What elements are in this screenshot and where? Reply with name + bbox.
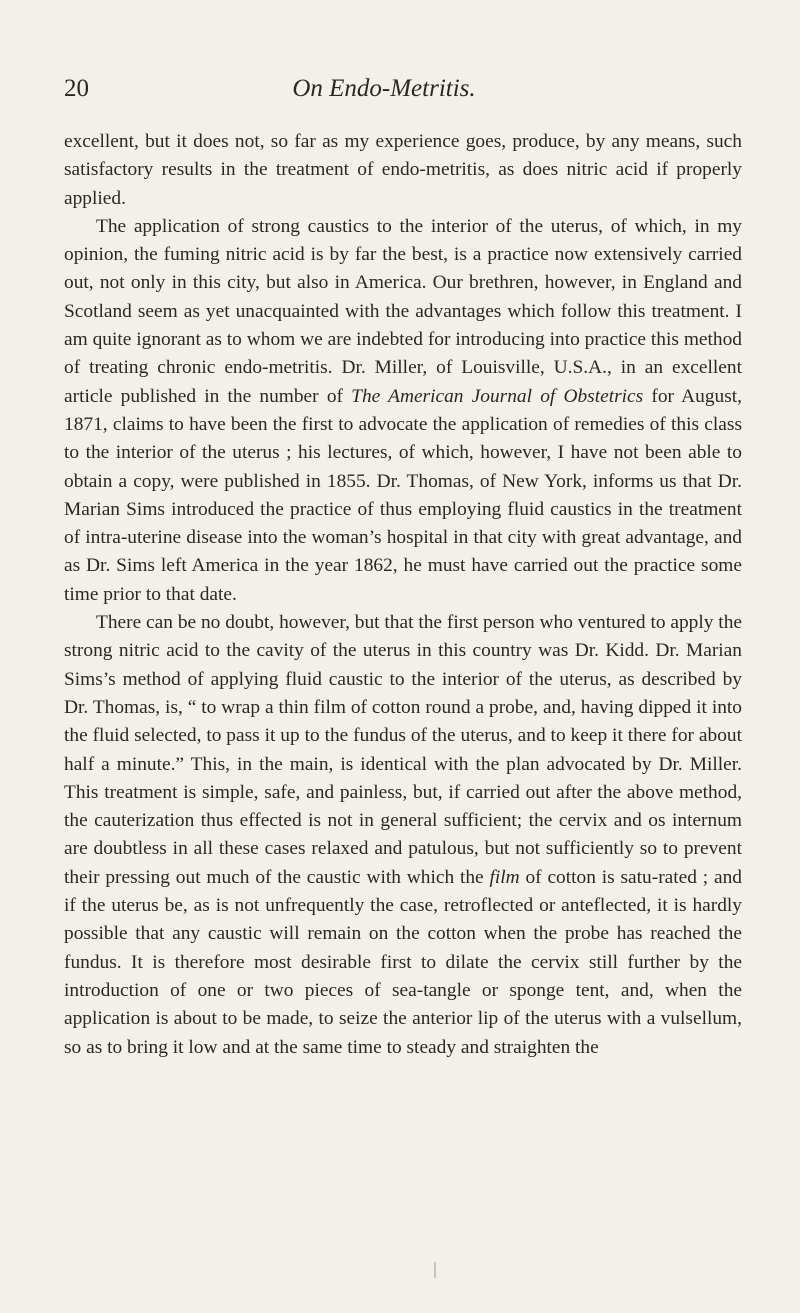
paper-speck (434, 1262, 436, 1278)
page-number: 20 (64, 75, 89, 102)
text-segment: excellent, but it does not, so far as my experience goes, produce, by any means, such satisfactory results in the treatment of endo-metritis, as does nitric acid if properly applied. (64, 131, 742, 209)
paragraph-caustics-history (64, 213, 742, 609)
text-segment: for August, 1871, claims to have been the first to advocate the application of remedies of this class to the interior of the uterus ; his lectures, of which, however, I have not been able to obtain a copy, were published in 1855. Dr. Thomas, of New York, informs us that Dr. Marian Sims introduced the practice of thus employing fluid caustics in the treatment of intra-uterine disease into the woman’s hospital in that city with great advantage, and as Dr. Sims left America in the year 1862, he must have carried out the practice some time prior to that date. (64, 385, 742, 605)
text-segment: The application of strong caustics to the interior of the uterus, of which, in my opinion, the fuming nitric acid is by far the best, is a practice now extensively carried out, not only in this city, but also in America. Our brethren, however, in England and Scotland seem as yet unacquainted with the advantages which follow this treatment. I am quite ignorant as to whom we are indebted for introducing into practice this method of treating chronic endo-metritis. Dr. Miller, of Louisville, U.S.A., in an excellent article published in the number of (64, 215, 742, 407)
paragraph-dr-kidd (64, 609, 742, 1062)
paragraph-continuation (64, 128, 742, 213)
body-text (64, 128, 742, 1062)
text-segment: There can be no doubt, however, but that the first person who ventured to apply the strong nitric acid to the cavity of the uterus in this country was Dr. Kidd. Dr. Marian Sims’s method of applying fluid caustic to the interior of the uterus, as described by Dr. Thomas, is, “ to wrap a thin film of cotton round a probe, and, having dipped it into the fluid selected, to pass it up to the fundus of the uterus, and to keep it there for about half a minute.” This, in the main, is identical with the plan advocated by Dr. Miller. This treatment is simple, safe, and painless, but, if carried out after the above method, the cauterization thus effected is not in general sufficient; the cervix and os internum are doubtless in all these cases relaxed and patulous, but not sufficiently so to prevent their pressing out much of the caustic with which the (64, 612, 742, 888)
film-italic: film (489, 866, 520, 888)
text-segment: of cotton is satu-rated ; and if the uterus be, as is not unfrequently the case, retroflected or anteflected, it is hardly possible that any caustic will remain on the cotton when the probe has reached the fundus. It is therefore most desirable first to dilate the cervix still further by the introduction of one or two pieces of sea-tangle or sponge tent, and, when the application is about to be made, to seize the anterior lip of the uterus with a vulsellum, so as to bring it low and at the same time to steady and straighten the (64, 866, 742, 1058)
journal-title-italic: The American Journal of Obstetrics (351, 385, 644, 407)
running-head (64, 72, 744, 106)
running-title: On Endo-Metritis. (292, 75, 476, 102)
